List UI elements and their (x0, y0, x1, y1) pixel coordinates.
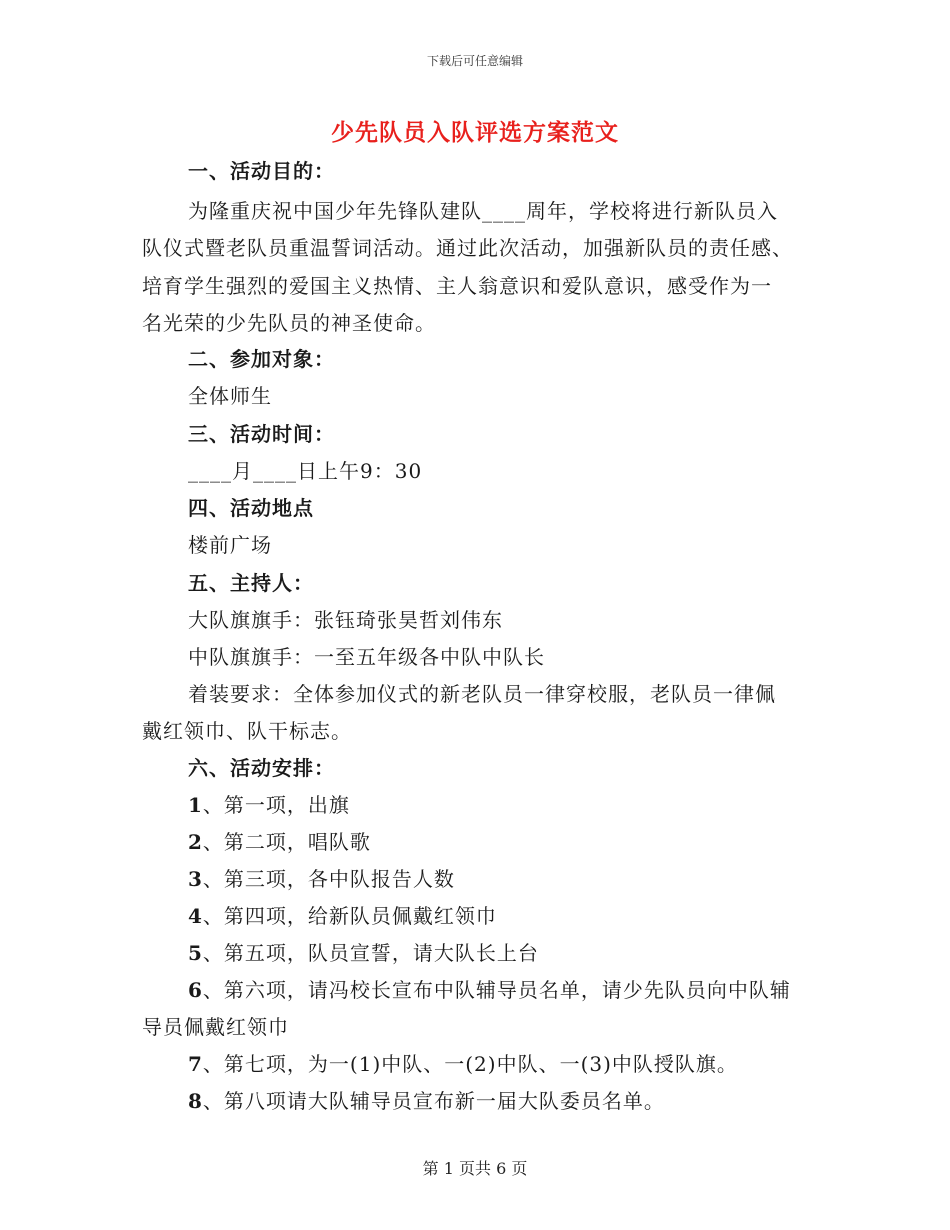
item-text: 、第五项，队员宣誓，请大队长上台 (202, 941, 539, 965)
list-item (188, 789, 350, 818)
list-item (188, 937, 539, 966)
location-text: 楼前广场 (188, 533, 272, 557)
document-title: 少先队员入队评选方案范文 (331, 119, 619, 146)
item-text: 、第四项，给新队员佩戴红领巾 (202, 904, 497, 928)
item-number: 3 (188, 867, 203, 891)
item-text: 、第三项，各中队报告人数 (202, 867, 455, 891)
list-item (188, 1048, 738, 1077)
paragraph-line: 名光荣的少先队员的神圣使命。 (142, 311, 436, 335)
item-number: 6 (188, 978, 203, 1002)
item-number: 7 (188, 1052, 203, 1076)
item-text: 、第六项，请冯校长宣布中队辅导员名单，请少先队员向中队辅 (202, 978, 791, 1002)
host-line: 中队旗旗手：一至五年级各中队中队长 (188, 645, 545, 669)
section-heading-location: 四、活动地点 (188, 496, 314, 520)
dress-code-line: 着装要求：全体参加仪式的新老队员一律穿校服，老队员一律佩 (188, 682, 776, 706)
list-item (188, 974, 791, 1003)
paragraph-line: 培育学生强烈的爱国主义热情、主人翁意识和爱队意识，感受作为一 (142, 274, 772, 298)
page-footer: 第 1 页共 6 页 (422, 1159, 528, 1178)
list-item (188, 826, 371, 855)
list-item-continuation: 导员佩戴红领巾 (142, 1015, 289, 1039)
section-heading-participants: 二、参加对象： (188, 347, 335, 371)
time-text: ____月____日上午9：30 (188, 459, 423, 483)
item-text: 、第七项，为一(1)中队、一(2)中队、一(3)中队授队旗。 (202, 1052, 738, 1076)
item-text: 、第二项，唱队歌 (202, 830, 371, 854)
paragraph-line: 为隆重庆祝中国少年先锋队建队____周年，学校将进行新队员入 (188, 199, 778, 223)
section-heading-schedule: 六、活动安排： (188, 756, 335, 780)
item-number: 5 (188, 941, 203, 965)
item-number: 4 (188, 904, 203, 928)
item-number: 1 (188, 793, 203, 817)
paragraph-line: 队仪式暨老队员重温誓词活动。通过此次活动，加强新队员的责任感、 (142, 236, 793, 260)
page-header: 下载后可任意编辑 (426, 54, 523, 68)
list-item (188, 900, 497, 929)
section-heading-host: 五、主持人： (188, 571, 314, 595)
list-item (188, 863, 455, 892)
item-number: 8 (188, 1089, 203, 1113)
dress-code-line: 戴红领巾、队干标志。 (142, 719, 352, 743)
participants-text: 全体师生 (188, 384, 272, 408)
item-text: 、第八项请大队辅导员宣布新一届大队委员名单。 (202, 1089, 665, 1113)
list-item (188, 1085, 665, 1114)
item-text: 、第一项，出旗 (202, 793, 350, 817)
host-line: 大队旗旗手：张钰琦张昊哲刘伟东 (188, 608, 503, 632)
section-heading-purpose: 一、活动目的： (188, 159, 335, 183)
item-number: 2 (188, 830, 203, 854)
section-heading-time: 三、活动时间： (188, 422, 335, 446)
